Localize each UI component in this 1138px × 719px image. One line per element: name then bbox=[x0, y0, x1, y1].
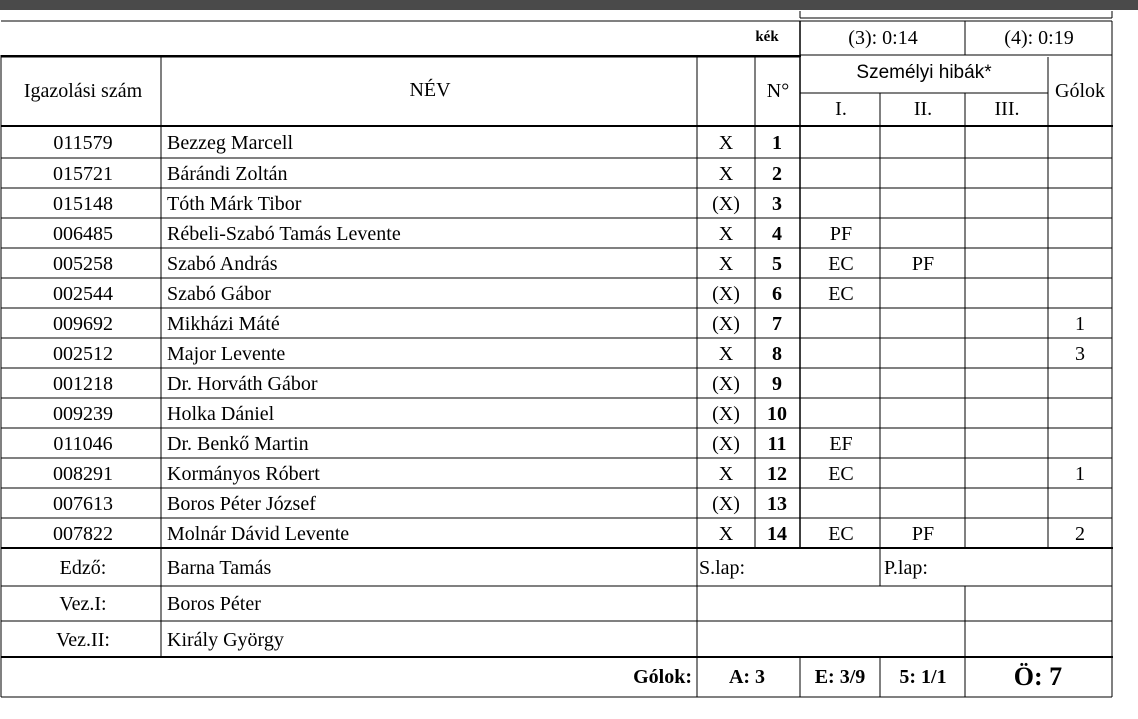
col-header-number: N° bbox=[766, 80, 790, 102]
player-name: Holka Dániel bbox=[167, 403, 275, 425]
player-name: Bezzeg Marcell bbox=[167, 132, 294, 154]
player-id: 005258 bbox=[53, 253, 113, 275]
col-header-goals: Gólok bbox=[1055, 80, 1105, 102]
player-id: 006485 bbox=[53, 223, 113, 245]
player-name: Tóth Márk Tibor bbox=[167, 193, 302, 215]
player-id: 008291 bbox=[53, 463, 113, 485]
player-start-mark: (X) bbox=[712, 433, 740, 455]
player-number: 14 bbox=[767, 523, 787, 545]
player-number: 6 bbox=[772, 283, 782, 305]
player-number: 8 bbox=[772, 343, 782, 365]
player-number: 11 bbox=[767, 433, 787, 455]
player-start-mark: (X) bbox=[712, 403, 740, 425]
player-name: Dr. Horváth Gábor bbox=[167, 373, 318, 395]
player-name: Mikházi Máté bbox=[167, 313, 280, 335]
player-number: 13 bbox=[767, 493, 787, 515]
player-foul-1: EC bbox=[828, 463, 854, 485]
timeout-1: (3): 0:14 bbox=[848, 27, 918, 49]
col-header-name: NÉV bbox=[409, 79, 451, 101]
player-number: 10 bbox=[767, 403, 787, 425]
player-id: 015148 bbox=[53, 193, 113, 215]
player-id: 015721 bbox=[53, 163, 113, 185]
player-start-mark: X bbox=[718, 253, 734, 275]
player-start-mark: X bbox=[718, 463, 734, 485]
player-foul-1: PF bbox=[829, 223, 853, 245]
player-id: 002544 bbox=[53, 283, 113, 305]
col-header-period-2: II. bbox=[913, 98, 933, 120]
player-name: Molnár Dávid Levente bbox=[167, 523, 350, 545]
player-foul-1: EF bbox=[829, 433, 853, 455]
player-goals: 1 bbox=[1075, 313, 1085, 335]
leader2-name: Király György bbox=[167, 629, 284, 651]
player-name: Boros Péter József bbox=[167, 493, 316, 515]
player-number: 1 bbox=[772, 132, 782, 154]
player-id: 007613 bbox=[53, 493, 113, 515]
player-name: Bárándi Zoltán bbox=[167, 163, 288, 185]
player-number: 5 bbox=[772, 253, 782, 275]
coach-label: Edző: bbox=[59, 557, 107, 579]
player-start-mark: (X) bbox=[712, 493, 740, 515]
player-goals: 2 bbox=[1075, 523, 1085, 545]
player-id: 007822 bbox=[53, 523, 113, 545]
coach-name: Barna Tamás bbox=[167, 557, 272, 579]
player-id: 011046 bbox=[53, 433, 113, 455]
player-start-mark: (X) bbox=[712, 193, 740, 215]
player-start-mark: X bbox=[718, 523, 734, 545]
player-foul-1: EC bbox=[828, 523, 854, 545]
col-header-period-1: I. bbox=[835, 98, 847, 120]
player-start-mark: X bbox=[718, 343, 734, 365]
totals-penalty-goals: 5: 1/1 bbox=[899, 666, 947, 688]
totals-extra-goals: E: 3/9 bbox=[814, 666, 866, 688]
player-name: Szabó Gábor bbox=[167, 283, 271, 305]
player-name: Major Levente bbox=[167, 343, 286, 365]
team-color-label: kék bbox=[755, 29, 779, 45]
player-start-mark: X bbox=[718, 132, 734, 154]
leader1-label: Vez.I: bbox=[59, 593, 107, 615]
player-name: Kormányos Róbert bbox=[167, 463, 320, 485]
player-foul-1: EC bbox=[828, 253, 854, 275]
col-header-period-3: III. bbox=[994, 98, 1020, 120]
player-start-mark: (X) bbox=[712, 283, 740, 305]
player-id: 009239 bbox=[53, 403, 113, 425]
col-header-id: Igazolási szám bbox=[23, 80, 143, 102]
player-start-mark: X bbox=[718, 163, 734, 185]
player-number: 3 bbox=[772, 193, 782, 215]
yellow-card-label: S.lap: bbox=[699, 557, 746, 579]
player-start-mark: (X) bbox=[712, 313, 740, 335]
leader2-label: Vez.II: bbox=[56, 629, 110, 651]
player-id: 002512 bbox=[53, 343, 113, 365]
player-number: 12 bbox=[767, 463, 787, 485]
col-header-personal-fouls: Személyi hibák* bbox=[856, 62, 992, 83]
player-id: 009692 bbox=[53, 313, 113, 335]
player-name: Dr. Benkő Martin bbox=[167, 433, 309, 455]
player-goals: 3 bbox=[1075, 343, 1085, 365]
player-foul-2: PF bbox=[911, 253, 935, 275]
leader1-name: Boros Péter bbox=[167, 593, 261, 615]
player-foul-2: PF bbox=[911, 523, 935, 545]
player-name: Rébeli-Szabó Tamás Levente bbox=[167, 223, 401, 245]
player-number: 9 bbox=[772, 373, 782, 395]
player-id: 011579 bbox=[53, 132, 113, 154]
player-start-mark: (X) bbox=[712, 373, 740, 395]
totals-action-goals: A: 3 bbox=[728, 666, 766, 688]
player-id: 001218 bbox=[53, 373, 113, 395]
timeout-2: (4): 0:19 bbox=[1004, 27, 1074, 49]
player-goals: 1 bbox=[1075, 463, 1085, 485]
player-start-mark: X bbox=[718, 223, 734, 245]
player-number: 2 bbox=[772, 163, 782, 185]
player-number: 7 bbox=[772, 313, 782, 335]
player-number: 4 bbox=[772, 223, 782, 245]
totals-label: Gólok: bbox=[633, 666, 692, 688]
totals-total-goals: Ö: 7 bbox=[1013, 662, 1063, 691]
player-foul-1: EC bbox=[828, 283, 854, 305]
player-name: Szabó András bbox=[167, 253, 278, 275]
red-card-label: P.lap: bbox=[884, 557, 928, 579]
